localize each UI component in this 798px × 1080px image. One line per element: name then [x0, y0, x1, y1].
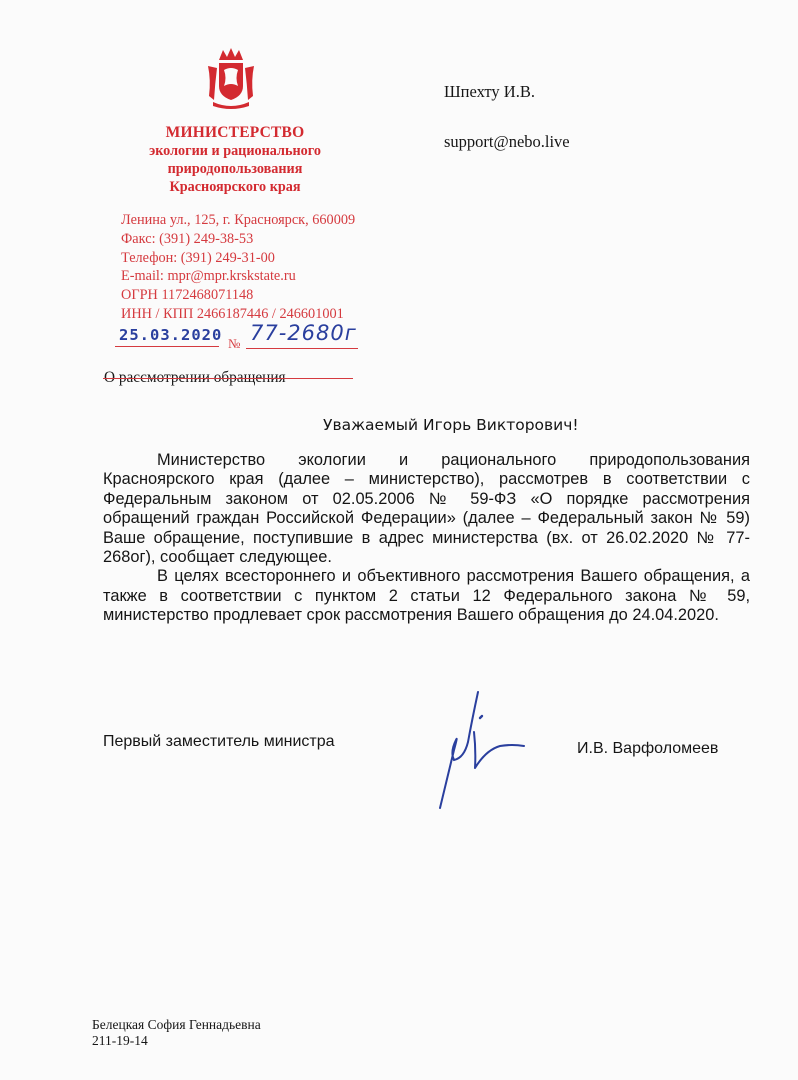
number-underline: [246, 348, 358, 349]
email: E-mail: mpr@mpr.krskstate.ru: [121, 268, 296, 285]
executor-block: [92, 1017, 261, 1049]
ministry-line-4: Красноярского края: [169, 179, 301, 195]
handwritten-signature: [428, 680, 538, 815]
subject-strike-line: [103, 378, 353, 379]
salutation: Уважаемый Игорь Викторович!: [323, 416, 579, 434]
recipient-block: [444, 67, 570, 167]
executor-phone: 211-19-14: [92, 1033, 148, 1048]
phone: Телефон: (391) 249-31-00: [121, 249, 275, 266]
body-paragraph-1: Министерство экологии и рационального природопользования Красноярского края (далее – министерство), рассмотрев в соответствии с Федеральным законом от 02.05.2006 № 59-ФЗ «О порядке рассмотрения обращений граждан Российской Федерации» (далее – Федеральный закон № 59) Ваше обращение, поступившие в адрес министерства (вх. от 26.02.2020 № 77-268ог), сообщает следующее.: [103, 451, 750, 567]
ministry-name-block: [120, 124, 350, 196]
fax: Факс: (391) 249-38-53: [121, 230, 254, 247]
number-sign: №: [228, 336, 241, 351]
ogrn: ОГРН 1172468071148: [121, 287, 254, 304]
executor-name: Белецкая София Геннадьевна: [92, 1017, 261, 1032]
signer-position: Первый заместитель министра: [103, 733, 335, 750]
letter-subject: О рассмотрении обращения: [104, 369, 286, 386]
ministry-line-2: экологии и рационального: [149, 143, 321, 159]
body-paragraph-2: В целях всестороннего и объективного рассмотрения Вашего обращения, а также в соответствии с пунктом 2 статьи 12 Федерального закона № 59, министерство продлевает срок рассмотрения Вашего обращения до 24.04.2020.: [103, 567, 750, 625]
registration-number: 77-2680г: [250, 321, 357, 345]
letter-body: [103, 451, 750, 626]
ministry-contacts: [121, 211, 421, 324]
registration-line: [103, 323, 403, 357]
signer-name: И.В. Варфоломеев: [577, 740, 719, 757]
krasnoyarsk-crest-icon: [205, 46, 257, 112]
recipient-email: support@nebo.live: [444, 132, 570, 151]
ministry-title: МИНИСТЕРСТВО: [165, 124, 305, 141]
registration-date: 25.03.2020: [119, 326, 223, 344]
address: Ленина ул., 125, г. Красноярск, 660009: [121, 212, 356, 228]
recipient-name: Шпехту И.В.: [444, 82, 535, 101]
inn-kpp: ИНН / КПП 2466187446 / 246601001: [121, 305, 344, 322]
ministry-line-3: природопользования: [167, 161, 303, 177]
date-underline: [115, 346, 219, 347]
